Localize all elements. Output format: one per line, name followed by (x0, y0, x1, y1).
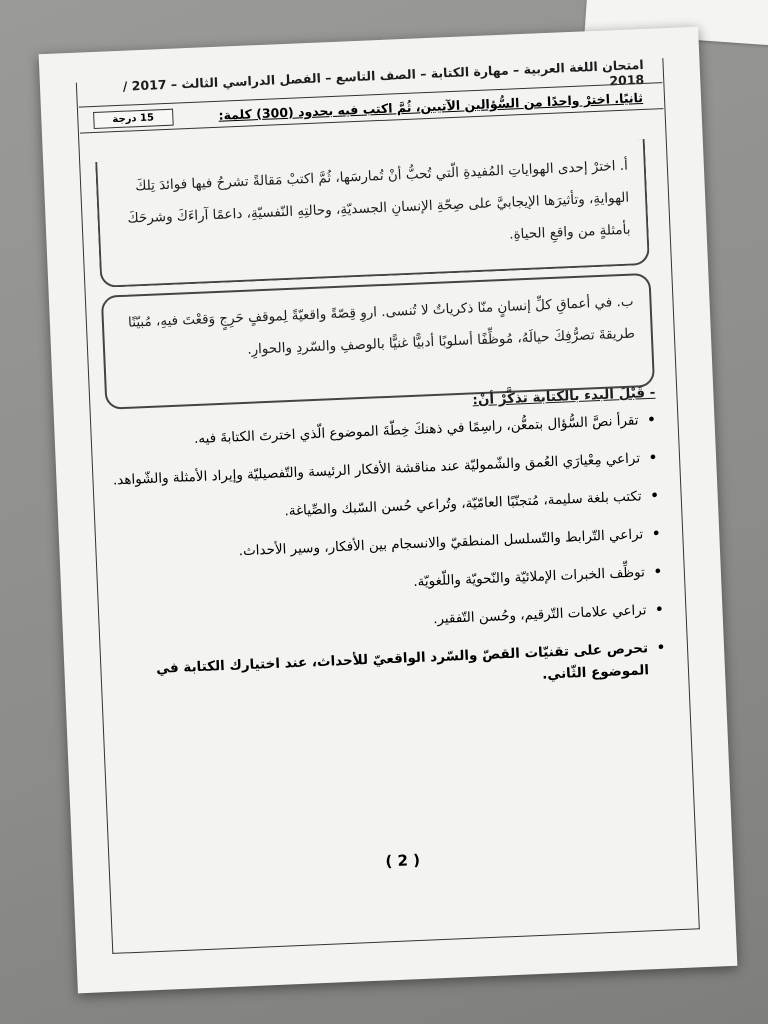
topic-a-text: أ. اخترْ إحدى الهواياتِ المُفيدةِ الّتي تُحبُّ أنْ تُمارسَها، ثُمَّ اكتبْ مَقالةً تشرحُ فيها فوائدَ تِلكَ الهوايةِ، وتأثيرَها الإيجابيَّ على صِحّةِ الإنسانِ الجسديّةِ، وحالتِهِ النّفسيّةِ، داعمًا آراءَكَ وشرحَكَ بأمثلةٍ من واقعِ الحياةِ. (127, 157, 631, 243)
bullet-icon: • (652, 561, 663, 581)
bullet-icon: • (654, 599, 665, 619)
bullet-icon: • (646, 409, 657, 430)
question-label: ثانيًا. اخترْ واحدًا من السُّؤالين الآتيين، ثُمَّ اكتب فيه بحدود (300) كلمة: (218, 89, 644, 123)
list-item: • تكتب بلغة سليمة، مُتجنّبًا العامّيّة، وتُراعي حُسن السّبك والصِّياغة. (98, 484, 668, 530)
list-item: • تراعي التّرابط والتّسلسل المنطقيّ والانسجام بين الأفكار، وسير الأحداث. (99, 522, 669, 568)
list-item: • تراعي مِعْيارَي العُمق والشّموليّة عند مناقشة الأفكار الرئيسة والتّفصيليّة وإيراد الأمثلة والشّواهد. (96, 446, 666, 492)
topic-b-text: ب. في أعماقِ كلِّ إنسانٍ منّا ذكرياتٌ لا تُنسى. اروِ قِصّةً واقعيّةً لِموقفٍ حَرِجٍ وَقعْتَ فيهِ، مُبيّنًا طريقةَ تصرُّفِكَ حيالَهُ، مُوظِّفًا أسلوبًا أدبيًّا غنيًّا بالوصفِ والسّردِ والحوارِ. (127, 293, 636, 358)
list-item: • تراعي علامات التّرقيم، وحُسن التّفقير. (102, 598, 672, 644)
bullet-icon: • (651, 523, 662, 543)
list-item: • تحرص على تقنيّات القصّ والسّرد الواقعيّ للأحداث، عند اختيارك الكتابة في الموضوع الثّاني. (104, 636, 675, 704)
guidelines-list (94, 408, 676, 720)
page-number: ( 2 ) (385, 850, 421, 871)
reminder-title: - قَبْلَ البدء بالكتابة تذكَّرْ أنْ: (472, 384, 656, 409)
list-item: • تقرأ نصَّ السُّؤال بتمعُّن، راسِمًا في ذهنكَ خِطّةَ الموضوع الّذي اخترتَ الكتابةَ فيه. (94, 408, 664, 454)
topic-a-box (95, 139, 650, 288)
exam-header: امتحان اللغة العربية – مهارة الكتابة – الصف التاسع – الفصل الدراسي الثالث – 2017 / 2018 (122, 56, 645, 94)
grade-badge: 15 درجة (93, 109, 173, 129)
exam-page (39, 27, 738, 994)
bullet-icon: • (647, 447, 659, 468)
bullet-icon: • (649, 485, 660, 506)
bullet-icon: • (655, 637, 667, 657)
list-item: • توظِّف الخبرات الإملائيّة والنّحويّة واللّغويّة. (101, 560, 671, 606)
